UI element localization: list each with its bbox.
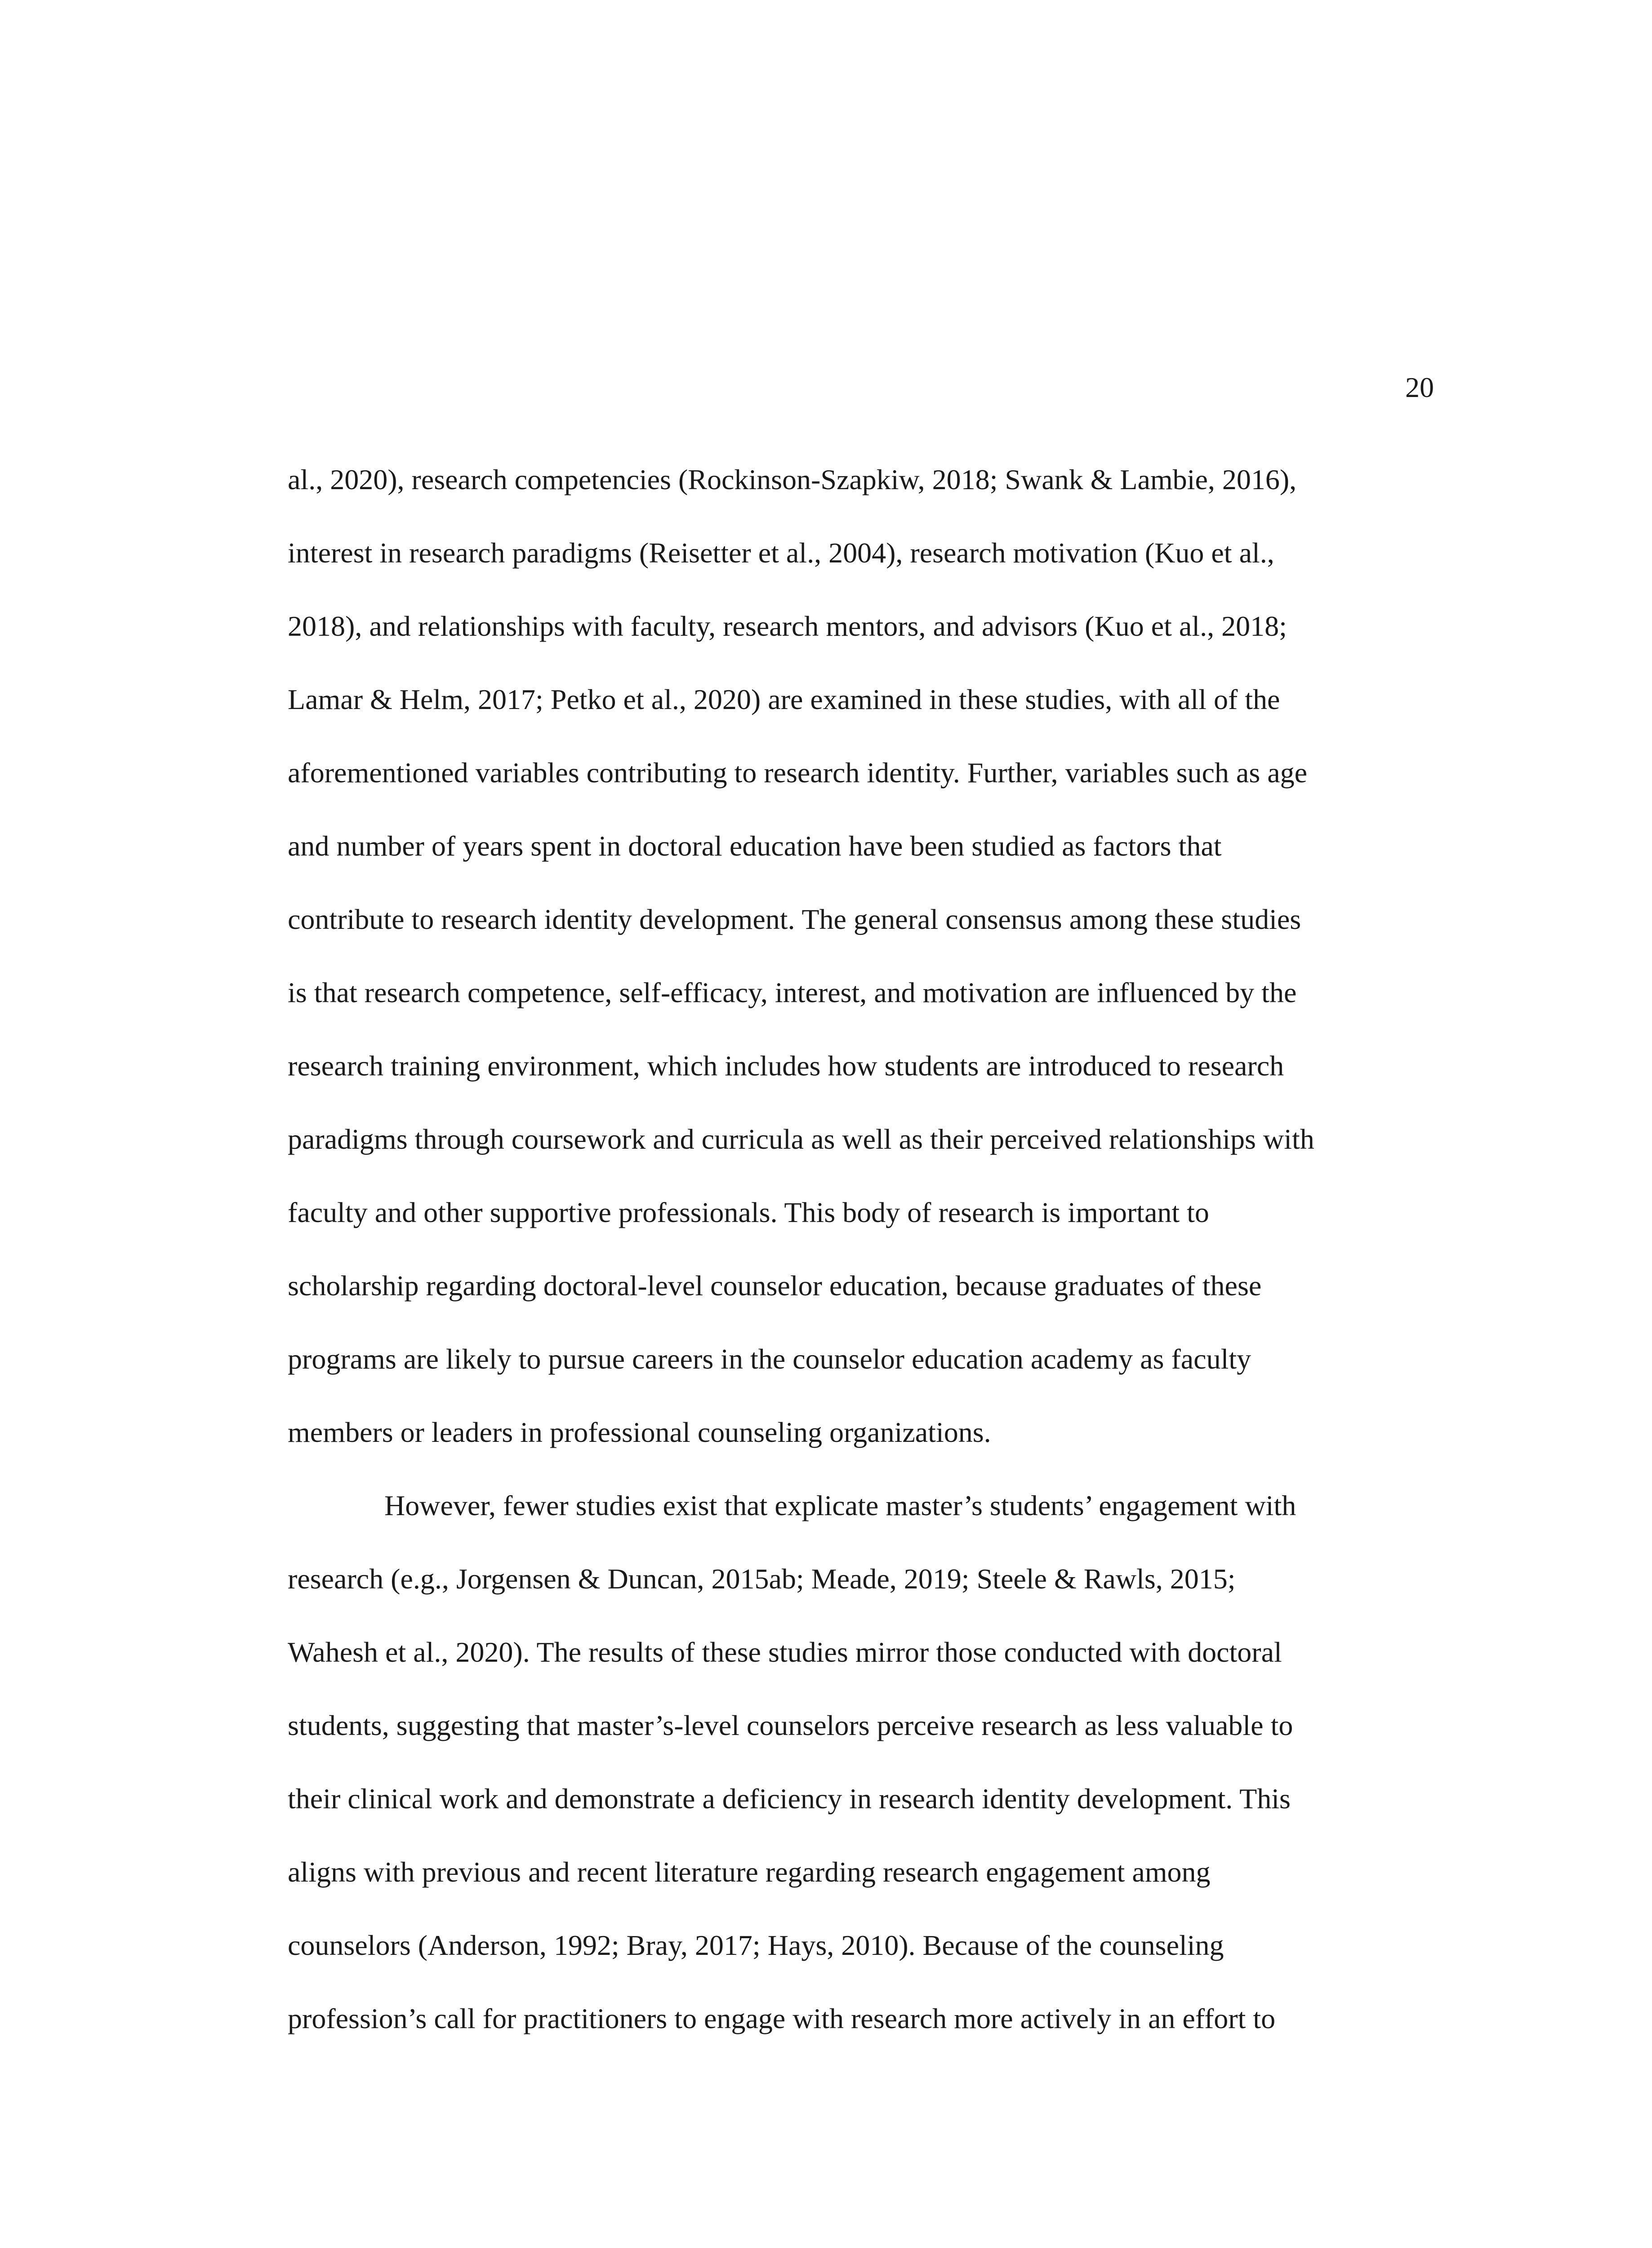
text-line: and number of years spent in doctoral education have been studied as factors that bbox=[288, 830, 1222, 862]
text-line: students, suggesting that master’s-level counselors perceive research as less valuable to bbox=[288, 1709, 1293, 1741]
body-text bbox=[288, 443, 1443, 2055]
paragraph-first-line: However, fewer studies exist that explicate master’s students’ engagement with bbox=[384, 1490, 1296, 1521]
text-line: research (e.g., Jorgensen & Duncan, 2015ab; Meade, 2019; Steele & Rawls, 2015; bbox=[288, 1563, 1236, 1595]
text-line: members or leaders in professional counseling organizations. bbox=[288, 1416, 991, 1448]
text-line: scholarship regarding doctoral-level counselor education, because graduates of these bbox=[288, 1270, 1262, 1302]
text-line: paradigms through coursework and curricula as well as their perceived relationships with bbox=[288, 1123, 1314, 1155]
text-line: counselors (Anderson, 1992; Bray, 2017; Hays, 2010). Because of the counseling bbox=[288, 1929, 1224, 1961]
text-line: research training environment, which includes how students are introduced to research bbox=[288, 1050, 1284, 1082]
text-line: their clinical work and demonstrate a deficiency in research identity development. This bbox=[288, 1783, 1291, 1815]
text-line: interest in research paradigms (Reisetter et al., 2004), research motivation (Kuo et al., bbox=[288, 537, 1274, 569]
text-line: al., 2020), research competencies (Rockinson-Szapkiw, 2018; Swank & Lambie, 2016), bbox=[288, 464, 1297, 495]
text-line: aligns with previous and recent literature regarding research engagement among bbox=[288, 1856, 1211, 1888]
text-line: is that research competence, self-efficacy, interest, and motivation are influenced by the bbox=[288, 977, 1297, 1008]
text-line: profession’s call for practitioners to engage with research more actively in an effort to bbox=[288, 2003, 1276, 2034]
text-line: aforementioned variables contributing to research identity. Further, variables such as age bbox=[288, 757, 1308, 789]
text-line: contribute to research identity development. The general consensus among these studies bbox=[288, 903, 1301, 935]
text-line: faculty and other supportive professionals. This body of research is important to bbox=[288, 1196, 1209, 1228]
text-line: Lamar & Helm, 2017; Petko et al., 2020) are examined in these studies, with all of the bbox=[288, 683, 1280, 715]
page-number: 20 bbox=[1405, 371, 1434, 403]
text-line: Wahesh et al., 2020). The results of these studies mirror those conducted with doctoral bbox=[288, 1636, 1282, 1668]
text-line: 2018), and relationships with faculty, research mentors, and advisors (Kuo et al., 2018; bbox=[288, 610, 1287, 642]
text-line: programs are likely to pursue careers in the counselor education academy as faculty bbox=[288, 1343, 1251, 1375]
